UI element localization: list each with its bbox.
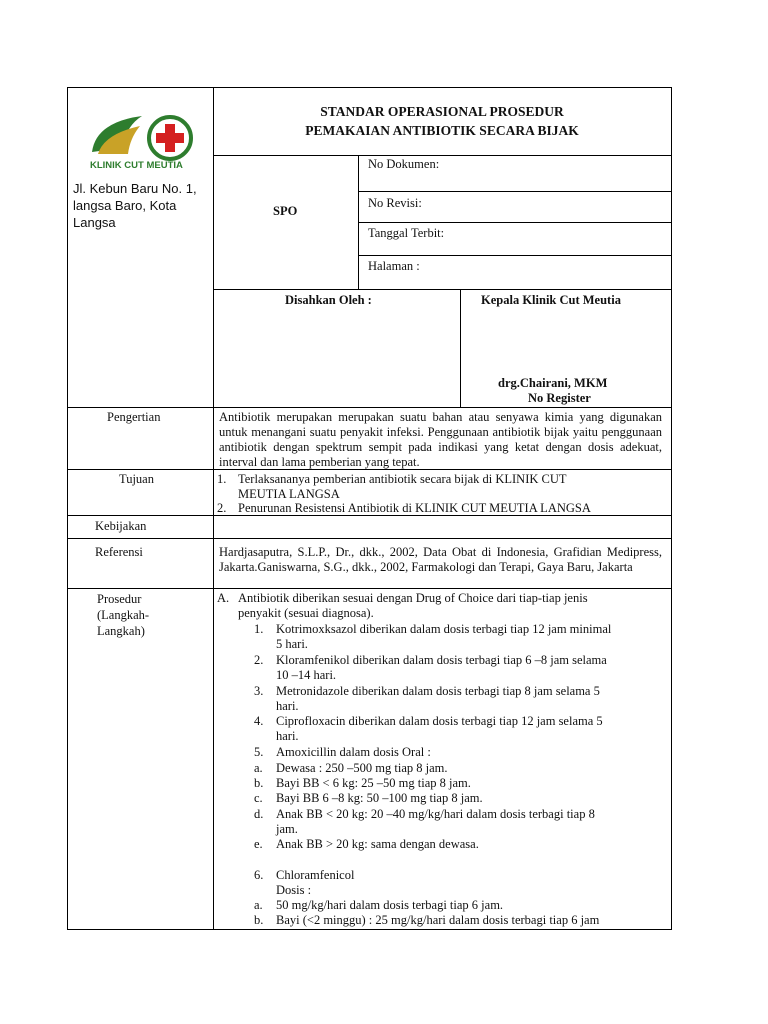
prosedur-item-5-number: 5. [254,745,264,759]
chlor-b-marker: b. [254,913,264,927]
clinic-logo [82,104,206,174]
chlor-b-text: Bayi (<2 minggu) : 25 mg/kg/hari dalam dosis terbagi tiap 6 jam [276,913,600,927]
table-border-left [67,87,68,930]
amox-a-marker: a. [254,761,263,775]
spo-label: SPO [273,204,298,218]
title-line-1: STANDAR OPERASIONAL PROSEDUR [320,104,564,119]
amox-a-text: Dewasa : 250 –500 mg tiap 8 jam. [276,761,448,775]
amox-b-text: Bayi BB < 6 kg: 25 –50 mg tiap 8 jam. [276,776,471,790]
amox-e-text: Anak BB > 20 kg: sama dengan dewasa. [276,837,479,851]
kepala-klinik-label: Kepala Klinik Cut Meutia [481,293,621,307]
prosedur-label-1: Prosedur [97,592,142,606]
no-dokumen-label: No Dokumen: [368,157,440,171]
prosedur-a-line-2: penyakit (sesuai diagnosa). [238,606,374,620]
no-register-label: No Register [528,391,591,405]
prosedur-item-2-line-2: 10 –14 hari. [276,668,337,682]
prosedur-item-2-number: 2. [254,653,264,667]
doc-row-divider-3 [358,255,671,256]
prosedur-item-3-line-1: Metronidazole diberikan dalam dosis terbagi tiap 8 jam selama 5 [276,684,600,698]
tujuan-2-number: 2. [217,501,227,515]
logo-text: KLINIK CUT MEUTIA [90,160,183,171]
prosedur-item-1-number: 1. [254,622,264,636]
amox-d-marker: d. [254,807,264,821]
prosedur-item-1-line-2: 5 hari. [276,637,308,651]
signature-divider [460,289,461,407]
amox-c-marker: c. [254,791,263,805]
no-revisi-label: No Revisi: [368,196,422,210]
tanggal-terbit-label: Tanggal Terbit: [368,226,445,240]
title-row-divider [213,155,671,156]
referensi-text: Hardjasaputra, S.L.P., Dr., dkk., 2002, Data Obat di Indonesia, Grafidian Medipress, Jakarta.Ganiswarna, S.G., dkk., 2002, Farmakologi dan Terapi, Gaya Baru, Jakarta [219,545,662,574]
chlor-a-text: 50 mg/kg/hari dalam dosis terbagi tiap 6 jam. [276,898,504,912]
kebijakan-label: Kebijakan [95,519,147,533]
prosedur-item-4-line-1: Ciprofloxacin diberikan dalam dosis terbagi tiap 12 jam selama 5 [276,714,603,728]
prosedur-item-4-number: 4. [254,714,264,728]
amox-d-line-2: jam. [276,822,298,836]
chlor-a-marker: a. [254,898,263,912]
prosedur-item-5-line-1: Amoxicillin dalam dosis Oral : [276,745,431,759]
prosedur-a-marker: A. [217,591,230,605]
section-divider-referensi [67,538,672,539]
prosedur-item-6-number: 6. [254,868,264,882]
amox-b-marker: b. [254,776,264,790]
clinic-address: Jl. Kebun Baru No. 1, langsa Baro, Kota Langsa [73,181,197,230]
prosedur-item-3-number: 3. [254,684,264,698]
pengertian-label: Pengertian [107,410,161,424]
section-divider-pengertian [67,407,672,408]
referensi-label: Referensi [95,545,143,559]
signer-name: drg.Chairani, MKM [498,376,608,390]
prosedur-item-1-line-1: Kotrimoxksazol diberikan dalam dosis terbagi tiap 12 jam minimal [276,622,612,636]
doc-row-divider-4 [213,289,671,290]
title-line-2: PEMAKAIAN ANTIBIOTIK SECARA BIJAK [305,123,579,138]
prosedur-item-2-line-1: Kloramfenikol diberikan dalam dosis terbagi tiap 6 –8 jam selama [276,653,607,667]
doc-row-divider-2 [358,222,671,223]
amox-e-marker: e. [254,837,263,851]
halaman-label: Halaman : [368,259,420,273]
prosedur-item-3-line-2: hari. [276,699,299,713]
tujuan-1-line-2: MEUTIA LANGSA [238,487,340,501]
table-border-top [67,87,672,88]
amox-c-text: Bayi BB 6 –8 kg: 50 –100 mg tiap 8 jam. [276,791,483,805]
column-divider [213,87,214,930]
prosedur-item-4-line-2: hari. [276,729,299,743]
disahkan-oleh-label: Disahkan Oleh : [285,293,372,307]
table-border-bottom [67,929,672,930]
tujuan-2-line-1: Penurunan Resistensi Antibiotik di KLINIK CUT MEUTIA LANGSA [238,501,591,515]
doc-row-divider-1 [358,191,671,192]
tujuan-1-number: 1. [217,472,227,486]
tujuan-label: Tujuan [119,472,154,486]
amox-d-line-1: Anak BB < 20 kg: 20 –40 mg/kg/hari dalam dosis terbagi tiap 8 [276,807,595,821]
prosedur-a-line-1: Antibiotik diberikan sesuai dengan Drug of Choice dari tiap-tiap jenis [238,591,588,605]
prosedur-item-6-title: Chloramfenicol [276,868,355,882]
prosedur-label-2: (Langkah- [97,608,150,622]
prosedur-label-3: Langkah) [97,624,145,638]
prosedur-item-6-dosis: Dosis : [276,883,312,897]
pengertian-text: Antibiotik merupakan merupakan suatu bahan atau senyawa kimia yang digunakan untuk menangani suatu penyakit infeksi. Penggunaan antibiotik bijak yaitu penggunaan antibiotik dengan spektrum sempit pada indikasi yang ketat dengan dosis adekuat, interval dan lama pemberian yang tepat. [219,410,662,469]
table-border-right [671,87,672,930]
section-divider-prosedur [67,588,672,589]
tujuan-1-line-1: Terlaksananya pemberian antibiotik secara bijak di KLINIK CUT [238,472,567,486]
